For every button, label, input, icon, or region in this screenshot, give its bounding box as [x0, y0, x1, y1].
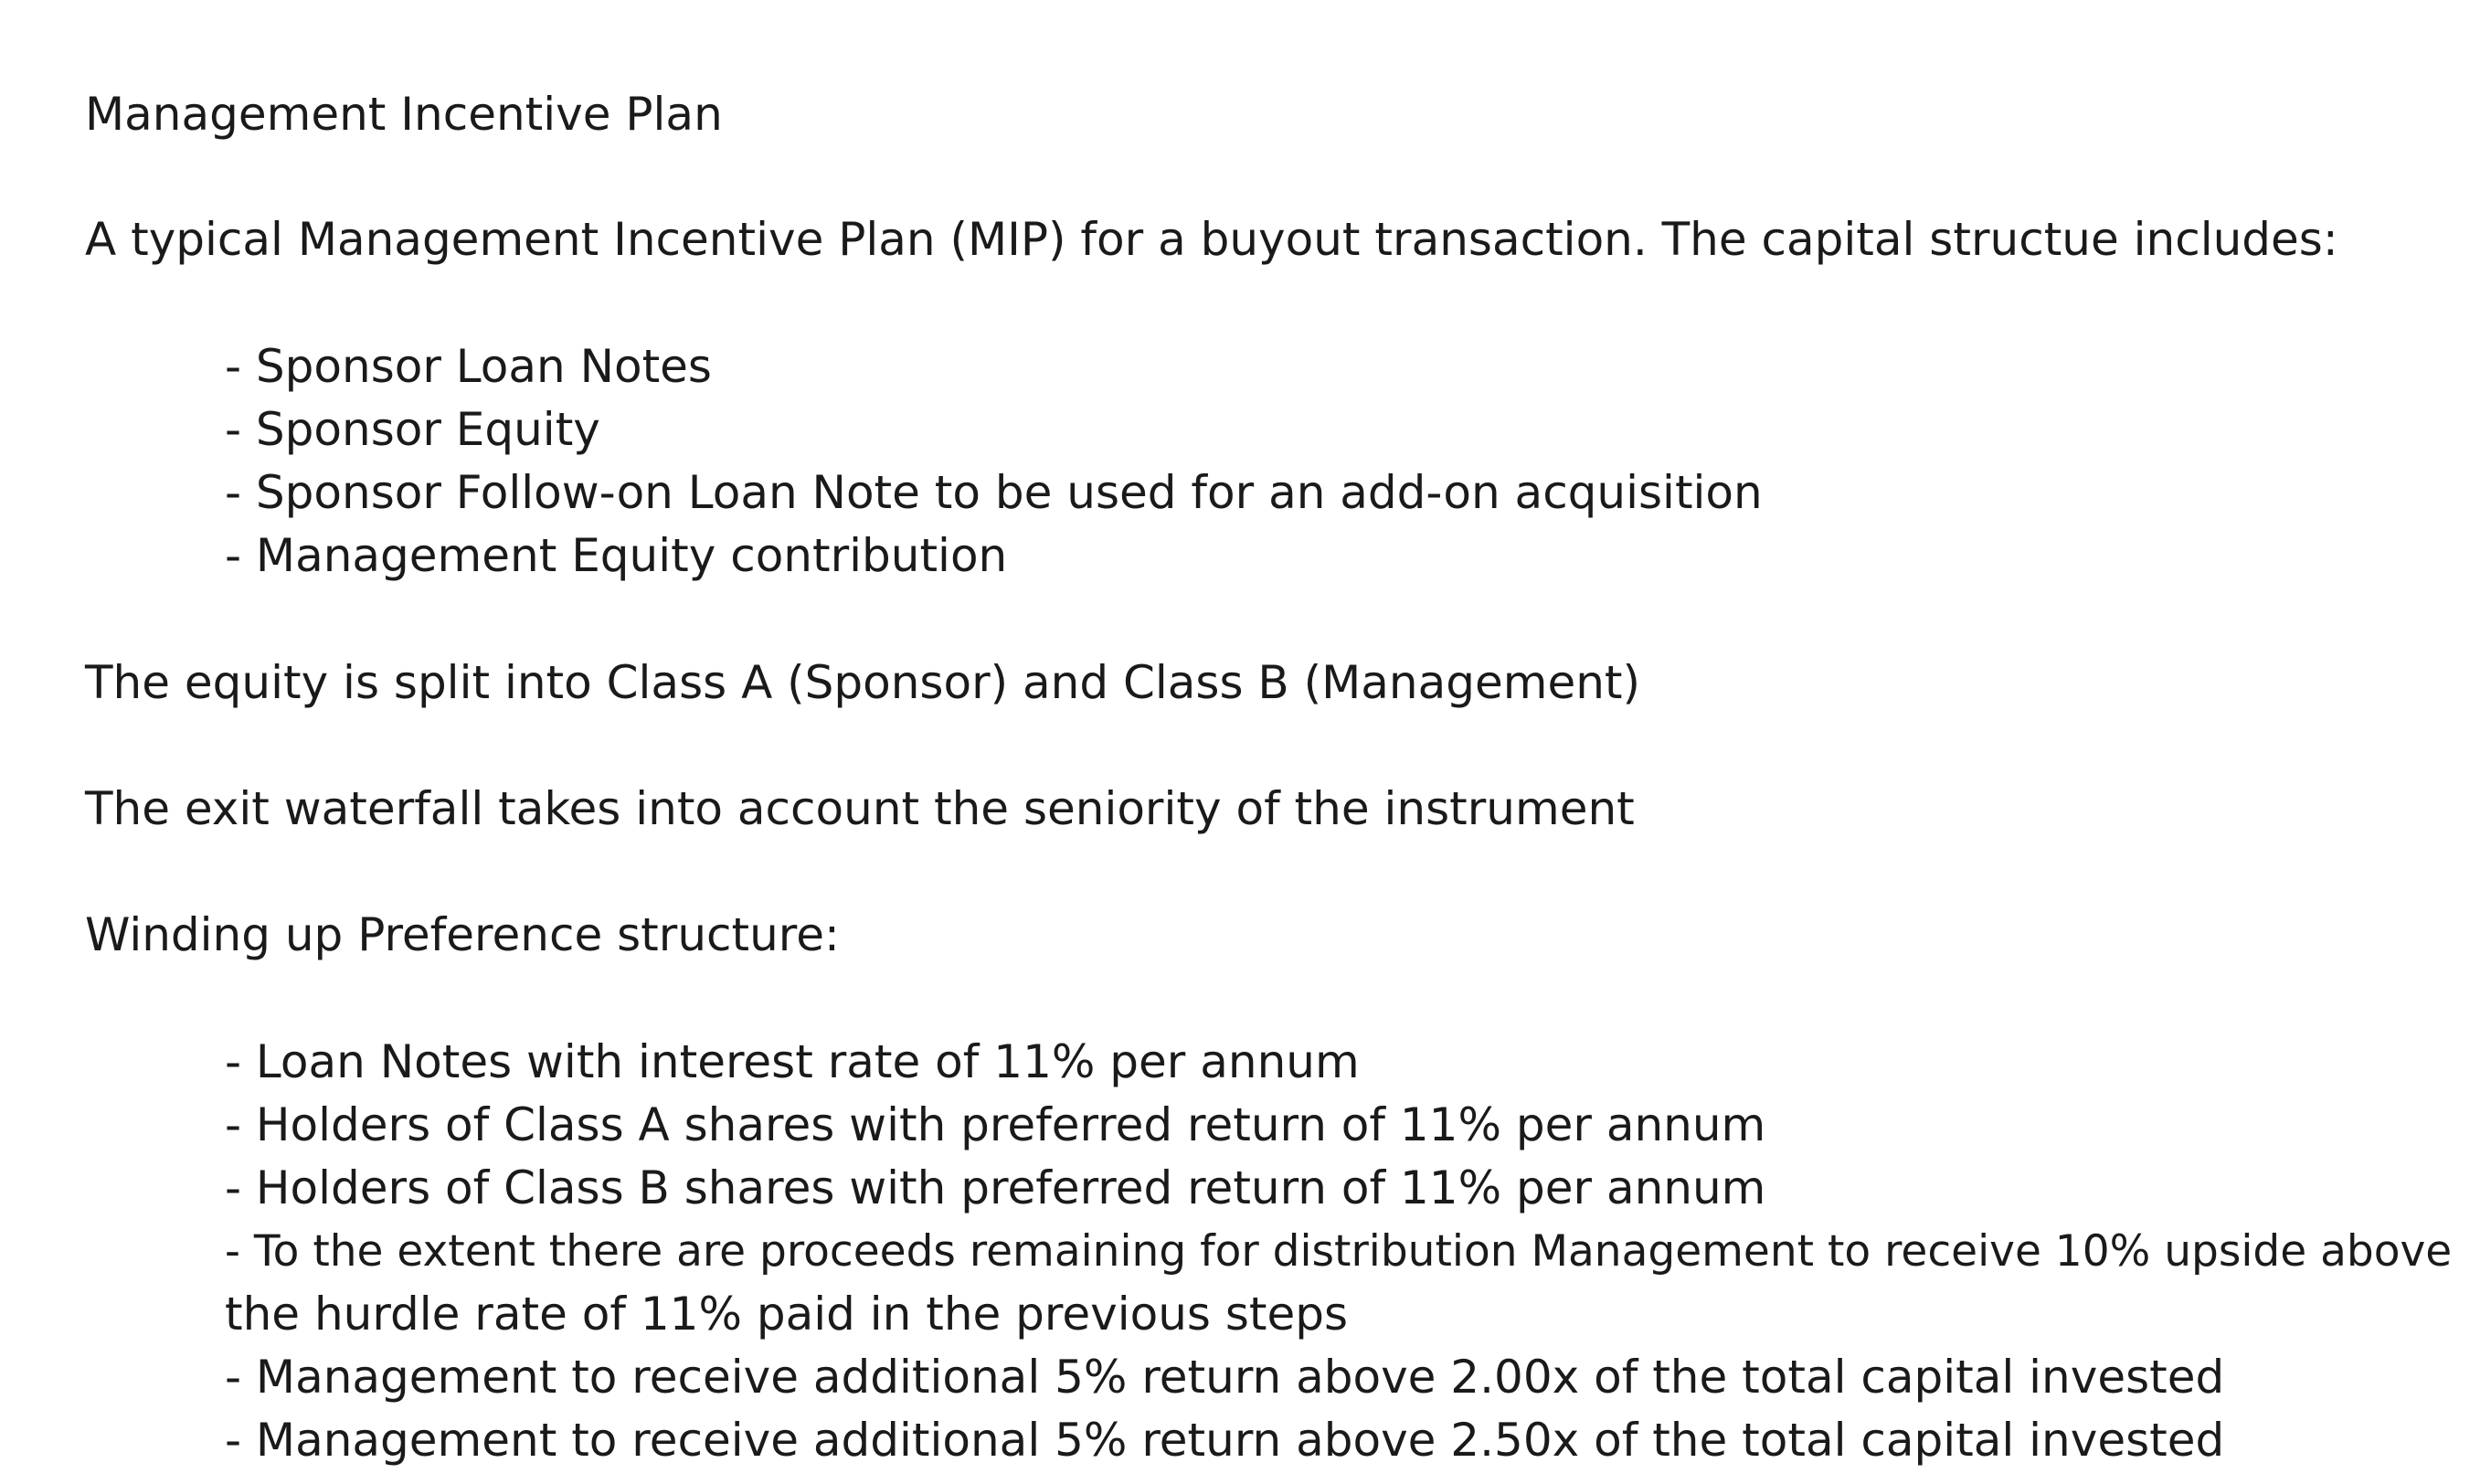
list-item: - Management to receive additional 5% return above 2.00x of the total capital invested: [225, 1351, 2225, 1404]
list-item: - Sponsor Follow-on Loan Note to be used for an add-on acquisition: [225, 466, 1763, 519]
list-item: - Sponsor Equity: [225, 403, 600, 456]
waterfall-paragraph: The exit waterfall takes into account the seniority of the instrument: [85, 782, 1635, 835]
document-title: Management Incentive Plan: [85, 88, 723, 141]
list-item: - Management Equity contribution: [225, 529, 1008, 582]
list-item: - Holders of Class A shares with preferred return of 11% per annum: [225, 1098, 1766, 1151]
list-item-continuation: the hurdle rate of 11% paid in the previous steps: [225, 1288, 1349, 1341]
equity-split-paragraph: The equity is split into Class A (Sponsor) and Class B (Management): [85, 656, 1641, 709]
list-item: - Management to receive additional 5% return above 2.50x of the total capital invested: [225, 1414, 2225, 1467]
list-item: - To the extent there are proceeds remaining for distribution Management to receive 10% upside above: [225, 1226, 2453, 1277]
list-item: - Sponsor Loan Notes: [225, 340, 712, 393]
intro-paragraph: A typical Management Incentive Plan (MIP) for a buyout transaction. The capital structue includes:: [85, 213, 2338, 266]
list-item: - Holders of Class B shares with preferred return of 11% per annum: [225, 1161, 1766, 1214]
list-item: - Loan Notes with interest rate of 11% per annum: [225, 1035, 1360, 1088]
preference-heading: Winding up Preference structure:: [85, 908, 840, 961]
